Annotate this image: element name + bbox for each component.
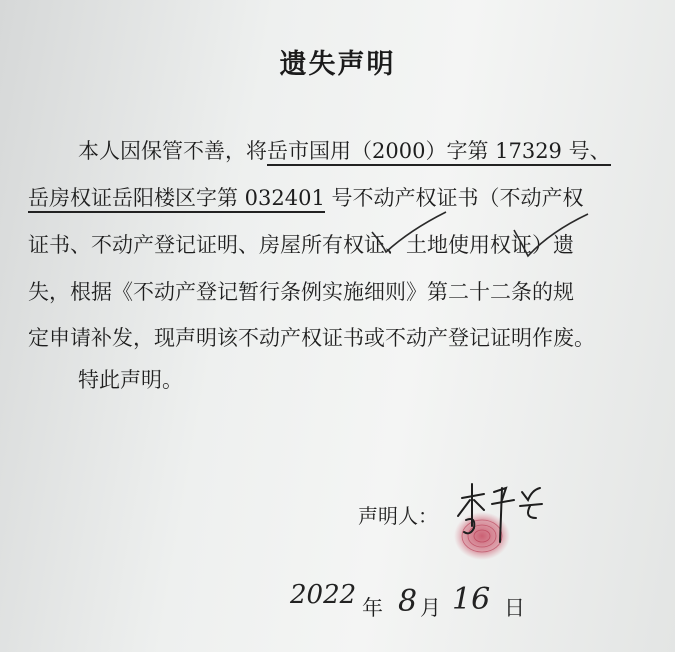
document-title: 遗失声明	[279, 49, 396, 80]
year-unit: 年	[362, 596, 383, 620]
body-line-5: 定申请补发，现声明该不动产权证书或不动产登记证明作废。	[28, 326, 595, 350]
body-line-4: 失，根据《不动产登记暂行条例实施细则》第二十二条的规	[28, 280, 574, 304]
closing-statement: 特此声明。	[78, 368, 183, 392]
handwritten-month: 8	[398, 584, 418, 619]
handwritten-signature	[458, 484, 542, 542]
month-unit: 月	[420, 596, 441, 620]
handwritten-day: 16	[452, 582, 491, 617]
day-unit: 日	[504, 596, 525, 620]
body-text: 本人因保管不善，将	[78, 139, 267, 163]
underlined-certificate-number: 岳市国用（2000）字第 17329 号、	[267, 139, 611, 166]
signature-with-fingerprint	[440, 470, 560, 570]
body-line-3: 证书、不动产登记证明、房屋所有权证、土地使用权证）遗	[28, 233, 574, 257]
underlined-certificate-number: 岳房权证岳阳楼区字第 032401	[28, 186, 325, 213]
handwritten-year: 2022	[290, 580, 357, 610]
body-line-1	[78, 136, 611, 166]
body-line-2	[28, 183, 584, 213]
body-text: 号不动产权证书（不动产权	[324, 186, 584, 210]
date-row	[290, 580, 550, 630]
declarant-label: 声明人：	[358, 504, 438, 528]
